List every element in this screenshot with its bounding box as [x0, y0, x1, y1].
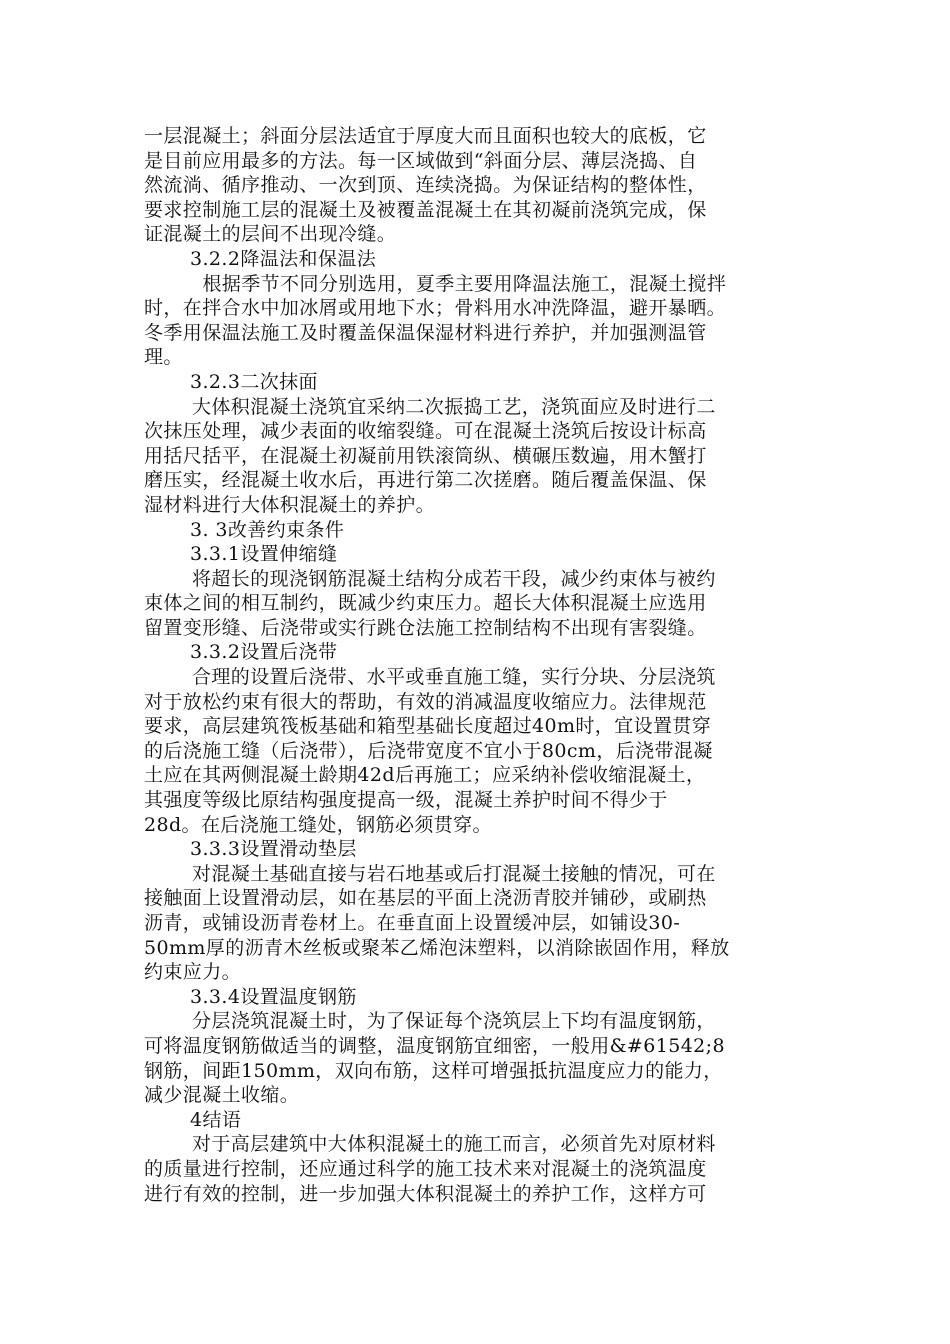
- section-heading: 4结语: [190, 1108, 242, 1131]
- section-heading: 3.2.3二次抹面: [190, 370, 318, 393]
- text-line: 沥青，或铺设沥青卷材上。在垂直面上设置缓冲层，如铺设30-: [144, 912, 681, 934]
- section-heading: 3.3.2设置后浇带: [190, 641, 338, 664]
- text-line: 可将温度钢筋做适当的调整，温度钢筋宜细密，一般用&#61542;8: [144, 1034, 725, 1057]
- text-line: 然流淌、循序推动、一次到顶、连续浇捣。为保证结构的整体性，: [144, 174, 707, 197]
- section-heading: 3. 3改善约束条件: [190, 518, 345, 541]
- text-line: 的质量进行控制，还应通过科学的施工技术来对混凝土的浇筑温度: [144, 1157, 707, 1180]
- text-line: 合理的设置后浇带、水平或垂直施工缝，实行分块、分层浇筑: [192, 666, 716, 689]
- text-line: 50mm厚的沥青木丝板或聚苯乙烯泡沫塑料，以消除嵌固作用，释放: [144, 936, 730, 959]
- text-line: 大体积混凝土浇筑宜采纳二次振捣工艺，浇筑面应及时进行二: [192, 395, 716, 418]
- text-line: 束体之间的相互制约，既减少约束压力。超长大体积混凝土应选用: [144, 592, 707, 615]
- text-line: 用括尺括平，在混凝土初凝前用铁滚筒纵、横碾压数遍，用木蟹打: [144, 444, 707, 467]
- text-line: 根据季节不同分别选用，夏季主要用降温法施工，混凝土搅拌: [196, 272, 727, 295]
- text-line: 要求，高层建筑筏板基础和箱型基础长度超过40m时，宜设置贯穿: [144, 715, 712, 738]
- text-line: 时，在拌合水中加冰屑或用地下水；骨料用水冲洗降温，避开暴晒。: [144, 297, 727, 320]
- text-line: 是目前应用最多的方法。每一区域做到“斜面分层、薄层浇捣、自: [144, 149, 698, 172]
- section-heading: 3.3.4设置温度钢筋: [190, 985, 357, 1008]
- text-line: 证混凝土的层间不出现冷缝。: [144, 223, 397, 246]
- text-line: 约束应力。: [144, 961, 242, 984]
- text-line: 土应在其两侧混凝土龄期42d后再施工；应采纳补偿收缩混凝土，: [144, 764, 706, 787]
- section-heading: 3.2.2降温法和保温法: [190, 247, 377, 270]
- text-line: 理。: [144, 346, 183, 369]
- text-line: 湿材料进行大体积混凝土的养护。: [144, 493, 436, 516]
- text-line: 将超长的现浇钢筋混凝土结构分成若干段，减少约束体与被约: [192, 567, 716, 590]
- text-line: 分层浇筑混凝土时，为了保证每个浇筑层上下均有温度钢筋，: [192, 1010, 716, 1033]
- text-line: 进行有效的控制，进一步加强大体积混凝土的养护工作，这样方可: [144, 1182, 707, 1205]
- text-line: 的后浇施工缝（后浇带），后浇带宽度不宜小于80cm，后浇带混凝: [144, 739, 713, 762]
- text-line: 对于高层建筑中大体积混凝土的施工而言，必须首先对原材料: [192, 1133, 716, 1156]
- text-line: 钢筋，间距150mm，双向布筋，这样可增强抵抗温度应力的能力，: [144, 1059, 723, 1082]
- text-line: 一层混凝土；斜面分层法适宜于厚度大而且面积也较大的底板，它: [144, 125, 707, 147]
- text-line: 要求控制施工层的混凝土及被覆盖混凝土在其初凝前浇筑完成，保: [144, 198, 707, 221]
- text-line: 对于放松约束有很大的帮助，有效的消减温度收缩应力。法律规范: [144, 690, 707, 713]
- text-line: 冬季用保温法施工及时覆盖保温保湿材料进行养护，并加强测温管: [144, 321, 707, 344]
- section-heading: 3.3.1设置伸缩缝: [190, 543, 338, 566]
- text-line: 接触面上设置滑动层，如在基层的平面上浇沥青胶并铺砂，或刷热: [144, 887, 707, 910]
- text-line: 28d。在后浇施工缝处，钢筋必须贯穿。: [144, 813, 492, 836]
- section-heading: 3.3.3设置滑动垫层: [190, 838, 357, 861]
- text-line: 其强度等级比原结构强度提高一级，混凝土养护时间不得少于: [144, 789, 668, 812]
- text-line: 对混凝土基础直接与岩石地基或后打混凝土接触的情况，可在: [192, 862, 716, 885]
- text-line: 磨压实，经混凝土收水后，再进行第二次搓磨。随后覆盖保温、保: [144, 469, 707, 492]
- text-line: 减少混凝土收缩。: [144, 1084, 300, 1107]
- document-body: [144, 124, 804, 1206]
- text-line: 次抹压处理，减少表面的收缩裂缝。可在混凝土浇筑后按设计标高: [144, 420, 707, 443]
- text-line: 留置变形缝、后浇带或实行跳仓法施工控制结构不出现有害裂缝。: [144, 616, 707, 639]
